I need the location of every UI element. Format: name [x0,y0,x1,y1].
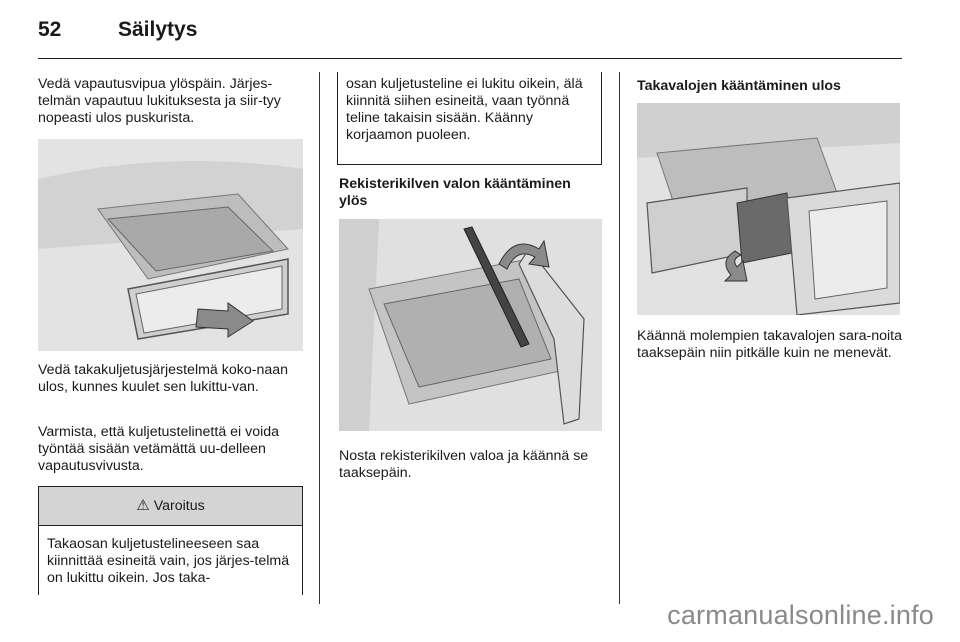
warning-text: Takaosan kuljetustelineeseen saa kiinnittää esineitä vain, jos järjes-telmä on lukittu oikein. Jos taka- [47,536,290,586]
warning-continuation-text: osan kuljetusteline ei lukitu oikein, älä kiinnitä siihen esineitä, vaan työnnä teline takaisin sisään. Käänny korjaamon puoleen. [346,76,583,143]
page-header [38,18,197,42]
warning-box [38,486,303,595]
section-title: Säilytys [118,18,198,41]
column-divider-2 [619,72,620,604]
taillights-heading: Takavalojen kääntäminen ulos [637,78,841,94]
column-divider-1 [319,72,320,604]
watermark: carmanualsonline.info [667,600,934,630]
figure-carrier-pull-out [38,139,303,351]
warning-triangle-icon: ⚠ [136,497,150,514]
warning-title: Varoitus [153,498,205,514]
header-rule [38,58,902,59]
license-light-heading: Rekisterikilven valon kääntäminen ylös [339,176,571,209]
warning-header [39,487,302,526]
page-number: 52 [38,18,62,41]
col1-para2: Vedä takakuljetusjärjestelmä koko-naan ulos, kunnes kuulet sen lukittu-van. [38,362,289,395]
figure-license-light [339,219,602,431]
figure-taillights [637,103,900,315]
taillights-caption: Käännä molempien takavalojen sara-noita taaksepäin niin pitkälle kuin ne menevät. [637,328,902,361]
col1-para1: Vedä vapautusvipua ylöspäin. Järjes-telmän vapautuu lukituksesta ja siir-tyy nopeasti ulos puskurista. [38,76,281,126]
col1-para3: Varmista, että kuljetustelinettä ei voida työntää sisään vetämättä uu-delleen vapautusvivusta. [38,424,280,474]
license-light-caption: Nosta rekisterikilven valoa ja käännä se taaksepäin. [339,448,589,481]
warning-continuation-box [337,72,602,165]
